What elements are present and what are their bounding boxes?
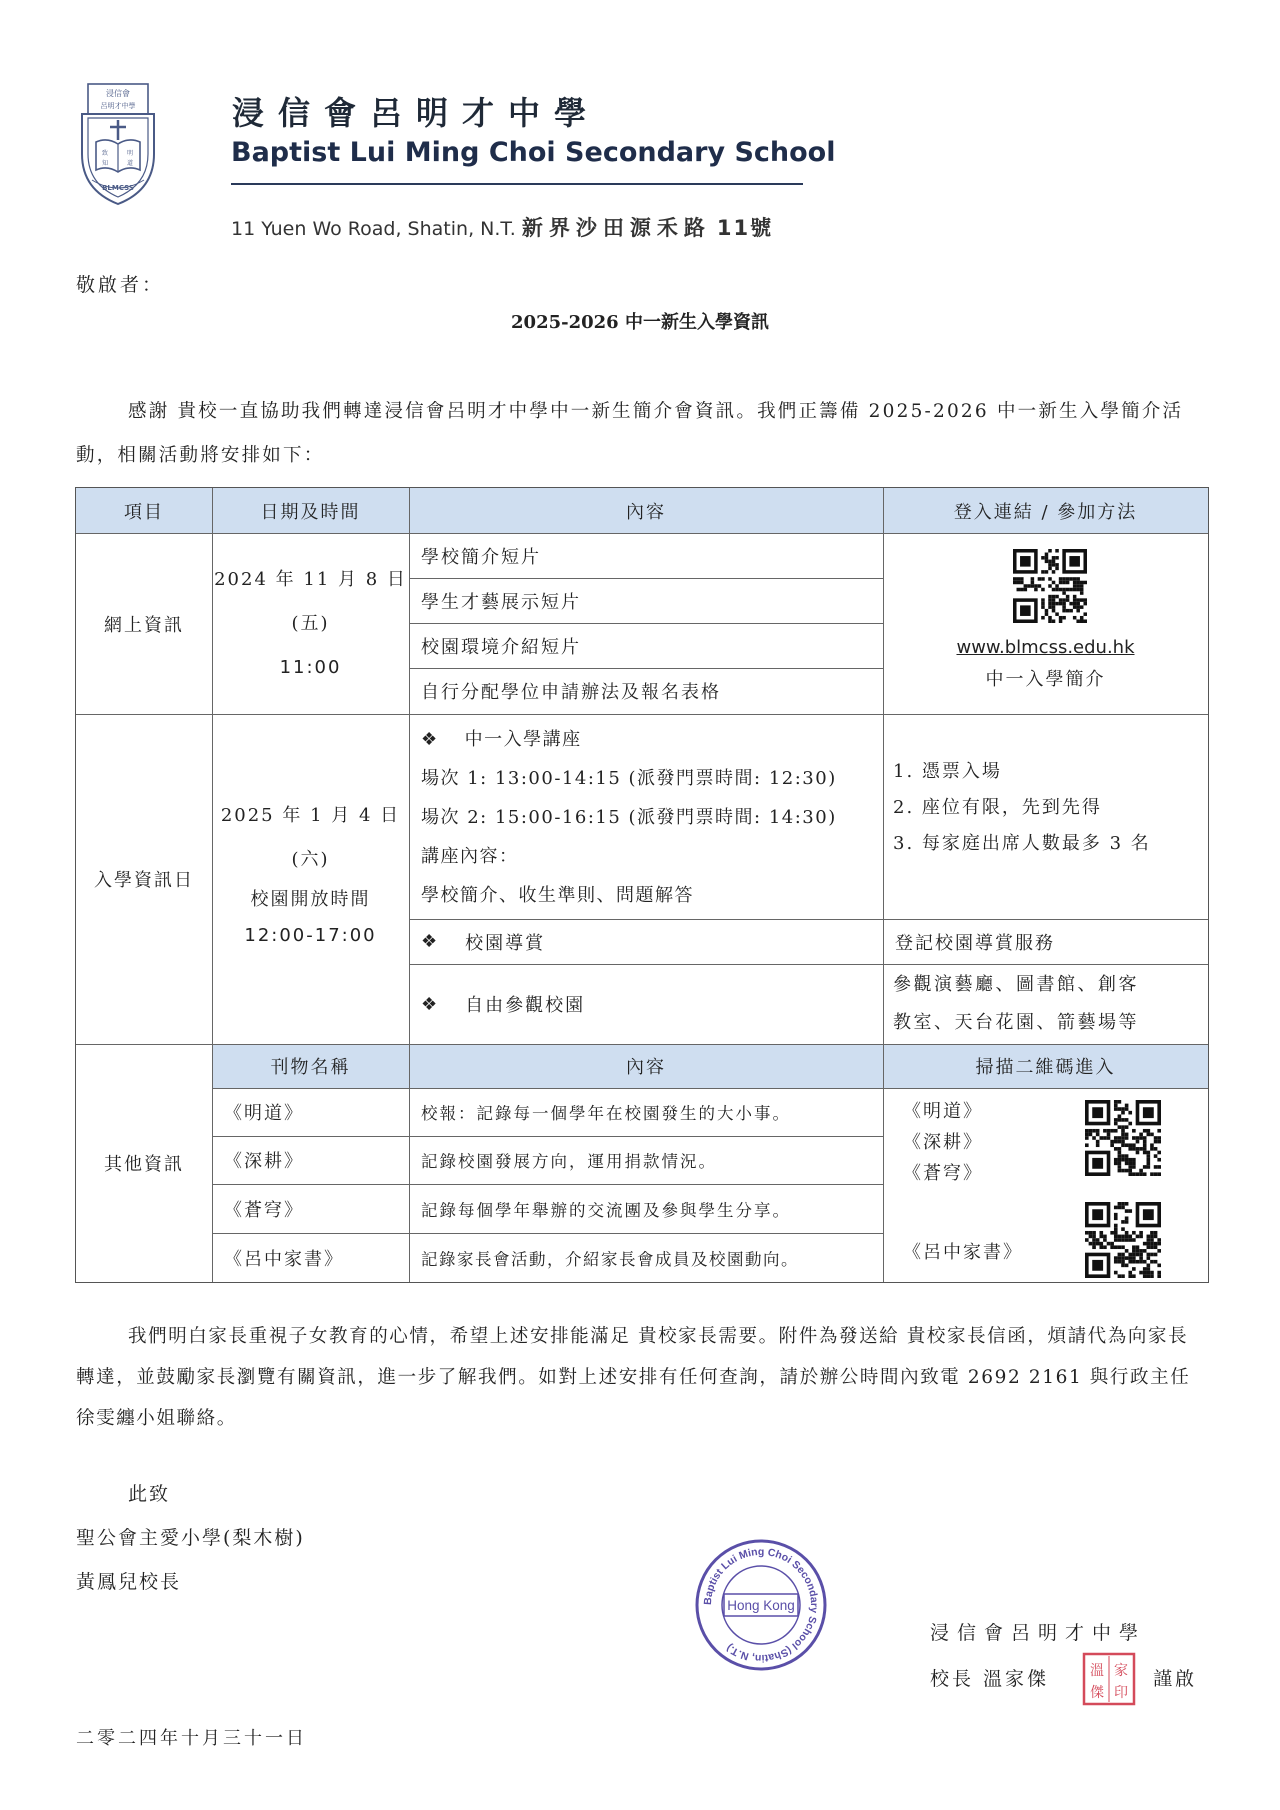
talk-note-3: 3. 每家庭出席人數最多 3 名 — [893, 833, 1151, 854]
header-pub-content: 內容 — [409, 1044, 883, 1088]
header-scan: 掃描二維碼進入 — [883, 1044, 1208, 1088]
website-link-desc: 中一入學簡介 — [985, 669, 1106, 690]
closing-paragraph: 我們明白家長重視子女教育的心情，希望上述安排能滿足 貴校家長需要。附件為發送給 貴校家長信函，煩請代為向家長轉達，並鼓勵家長瀏覽有關資訊，進一步了解我們。如對上述安排有任何查詢，請於辦公時間內致電 2692 2161 與行政主任徐雯纏小姐聯絡。 — [76, 1326, 1191, 1429]
publication-content: 記錄每個學年舉辦的交流團及參與學生分享。 — [421, 1200, 791, 1220]
publication-name: 《深耕》 — [224, 1151, 304, 1172]
talk-title: 中一入學講座 — [464, 729, 582, 750]
talk-note-1: 1. 憑票入場 — [893, 761, 1002, 782]
crest-book-char-3: 知 — [101, 160, 109, 167]
signer-line — [930, 1656, 1197, 1702]
crest-banner: BLMCSS — [102, 184, 134, 192]
website-qr-code[interactable] — [1013, 549, 1087, 623]
signer-block — [930, 1610, 1197, 1702]
website-link[interactable]: www.blmcss.edu.hk — [956, 637, 1135, 658]
header-item: 項目 — [76, 488, 212, 533]
category-info-day: 入學資訊日 — [94, 870, 194, 891]
online-date: 2024 年 11 月 8 日 — [214, 568, 407, 590]
talk-content: 學校簡介、收生準則、問題解答 — [421, 885, 694, 906]
activity-table — [75, 487, 1209, 1283]
info-day-date-cell — [212, 714, 409, 1044]
qr-label: 《蒼穹》 — [903, 1163, 983, 1184]
letter-date: 二零二四年十月三十一日 — [76, 1728, 307, 1749]
parent-letter-qr-code[interactable] — [1085, 1202, 1161, 1278]
closing-word: 此致 — [128, 1483, 171, 1505]
signer-end: 謹啟 — [1153, 1668, 1198, 1690]
seal-char: 溫 — [1090, 1663, 1104, 1679]
publication-content: 校報：記錄每一個學年在校園發生的大小事。 — [421, 1104, 791, 1123]
seal-char: 家 — [1114, 1663, 1128, 1679]
category-online: 網上資訊 — [104, 614, 184, 636]
school-stamp — [694, 1538, 828, 1672]
stamp-ring-text: Baptist Lui Ming Choi Secondary School (Shatin, N.T.) — [701, 1545, 821, 1665]
school-address — [231, 212, 773, 242]
intro-paragraph: 感謝 貴校一直協助我們轉達浸信會呂明才中學中一新生簡介會資訊。我們正籌備 2025-2026 中一新生入學簡介活動，相關活動將安排如下： — [76, 401, 1184, 466]
bullet-icon: ❖ — [421, 729, 439, 750]
free-visit-title: 自由參觀校園 — [465, 995, 586, 1016]
free-visit-line-2: 教室、天台花園、箭藝場等 — [893, 1012, 1139, 1033]
qr-label: 《深耕》 — [903, 1132, 983, 1153]
talk-session-1: 場次 1: 13:00-14:15 (派發門票時間: 12:30) — [421, 768, 837, 789]
address-en: 11 Yuen Wo Road, Shatin, N.T. — [231, 218, 516, 240]
tour-title: 校園導賞 — [465, 932, 546, 954]
crest-book-char-2: 明 — [126, 150, 134, 157]
school-name-cn: 浸信會呂明才中學 — [232, 94, 601, 132]
crest-book-char-1: 致 — [101, 150, 109, 157]
publication-content: 記錄家長會活動，介紹家長會成員及校園動向。 — [421, 1249, 799, 1269]
talk-note-2: 2. 座位有限，先到先得 — [893, 797, 1102, 818]
header-method: 登入連結 / 參加方法 — [883, 488, 1208, 533]
recipient-block — [76, 1472, 305, 1604]
talk-details-cell — [409, 714, 883, 919]
online-time: 11:00 — [279, 656, 342, 678]
school-name-en: Baptist Lui Ming Choi Secondary School — [231, 137, 836, 168]
salutation: 敬啟者： — [76, 274, 165, 296]
seal-char: 傑 — [1090, 1685, 1104, 1701]
recipient-person: 黃鳳兒校長 — [76, 1571, 182, 1593]
school-crest — [78, 82, 158, 208]
free-visit-cell — [409, 964, 883, 1044]
free-visit-line-1: 參觀演藝廳、圖書館、創客 — [893, 974, 1139, 995]
recipient-school: 聖公會主愛小學(梨木樹) — [76, 1527, 305, 1549]
crest-book-char-4: 道 — [126, 160, 134, 167]
free-visit-method — [883, 964, 1208, 1044]
seal-char: 印 — [1114, 1685, 1128, 1701]
header-publication: 刊物名稱 — [212, 1044, 409, 1088]
qr-group-1-labels — [903, 1096, 983, 1189]
header-date: 日期及時間 — [212, 488, 409, 533]
address-number: 11號 — [716, 216, 774, 240]
tour-method: 登記校園導賞服務 — [895, 932, 1055, 954]
online-method-cell — [883, 533, 1208, 714]
publication-name: 《蒼穹》 — [224, 1199, 304, 1221]
qr-group-2-label: 《呂中家書》 — [903, 1242, 1023, 1263]
talk-notes-cell — [883, 714, 1208, 919]
talk-title-line — [421, 720, 883, 759]
document-title: 2025-2026 中一新生入學資訊 — [511, 312, 769, 333]
signer-title: 校長 溫家傑 — [930, 1668, 1050, 1690]
stamp-center-text: Hong Kong — [727, 1598, 795, 1613]
online-item-4: 自行分配學位申請辦法及報名表格 — [421, 682, 721, 703]
principal-seal — [1082, 1652, 1136, 1706]
open-hours-label: 校園開放時間 — [250, 889, 371, 910]
online-item-1: 學校簡介短片 — [421, 546, 541, 568]
online-item-3: 校園環境介紹短片 — [421, 636, 581, 658]
header-content: 內容 — [409, 488, 883, 533]
tour-cell — [409, 919, 883, 964]
bullet-icon: ❖ — [421, 931, 440, 952]
crest-text-top: 浸信會 — [106, 89, 130, 98]
online-weekday: (五) — [291, 612, 330, 634]
publication-content: 記錄校園發展方向，運用捐款情況。 — [421, 1152, 717, 1171]
qr-label: 《明道》 — [903, 1101, 983, 1122]
qr-cell — [883, 1088, 1208, 1282]
category-other: 其他資訊 — [104, 1154, 184, 1175]
info-day-weekday: (六) — [291, 849, 330, 870]
bullet-icon: ❖ — [421, 993, 440, 1015]
publication-name: 《明道》 — [224, 1103, 304, 1124]
online-item-2: 學生才藝展示短片 — [421, 591, 581, 613]
open-hours-time: 12:00-17:00 — [244, 925, 377, 946]
talk-session-2: 場次 2: 15:00-16:15 (派發門票時間: 14:30) — [421, 807, 837, 828]
publications-qr-code[interactable] — [1085, 1100, 1161, 1176]
publication-name: 《呂中家書》 — [224, 1248, 344, 1270]
talk-content-label: 講座內容： — [421, 846, 519, 867]
crest-text-bottom: 呂明才中學 — [100, 102, 136, 110]
online-date-cell — [212, 533, 409, 714]
header-divider — [231, 183, 803, 185]
address-cn: 新界沙田源禾路 — [521, 216, 711, 240]
signer-school: 浸信會呂明才中學 — [930, 1622, 1147, 1644]
info-day-date: 2025 年 1 月 4 日 — [220, 805, 401, 826]
